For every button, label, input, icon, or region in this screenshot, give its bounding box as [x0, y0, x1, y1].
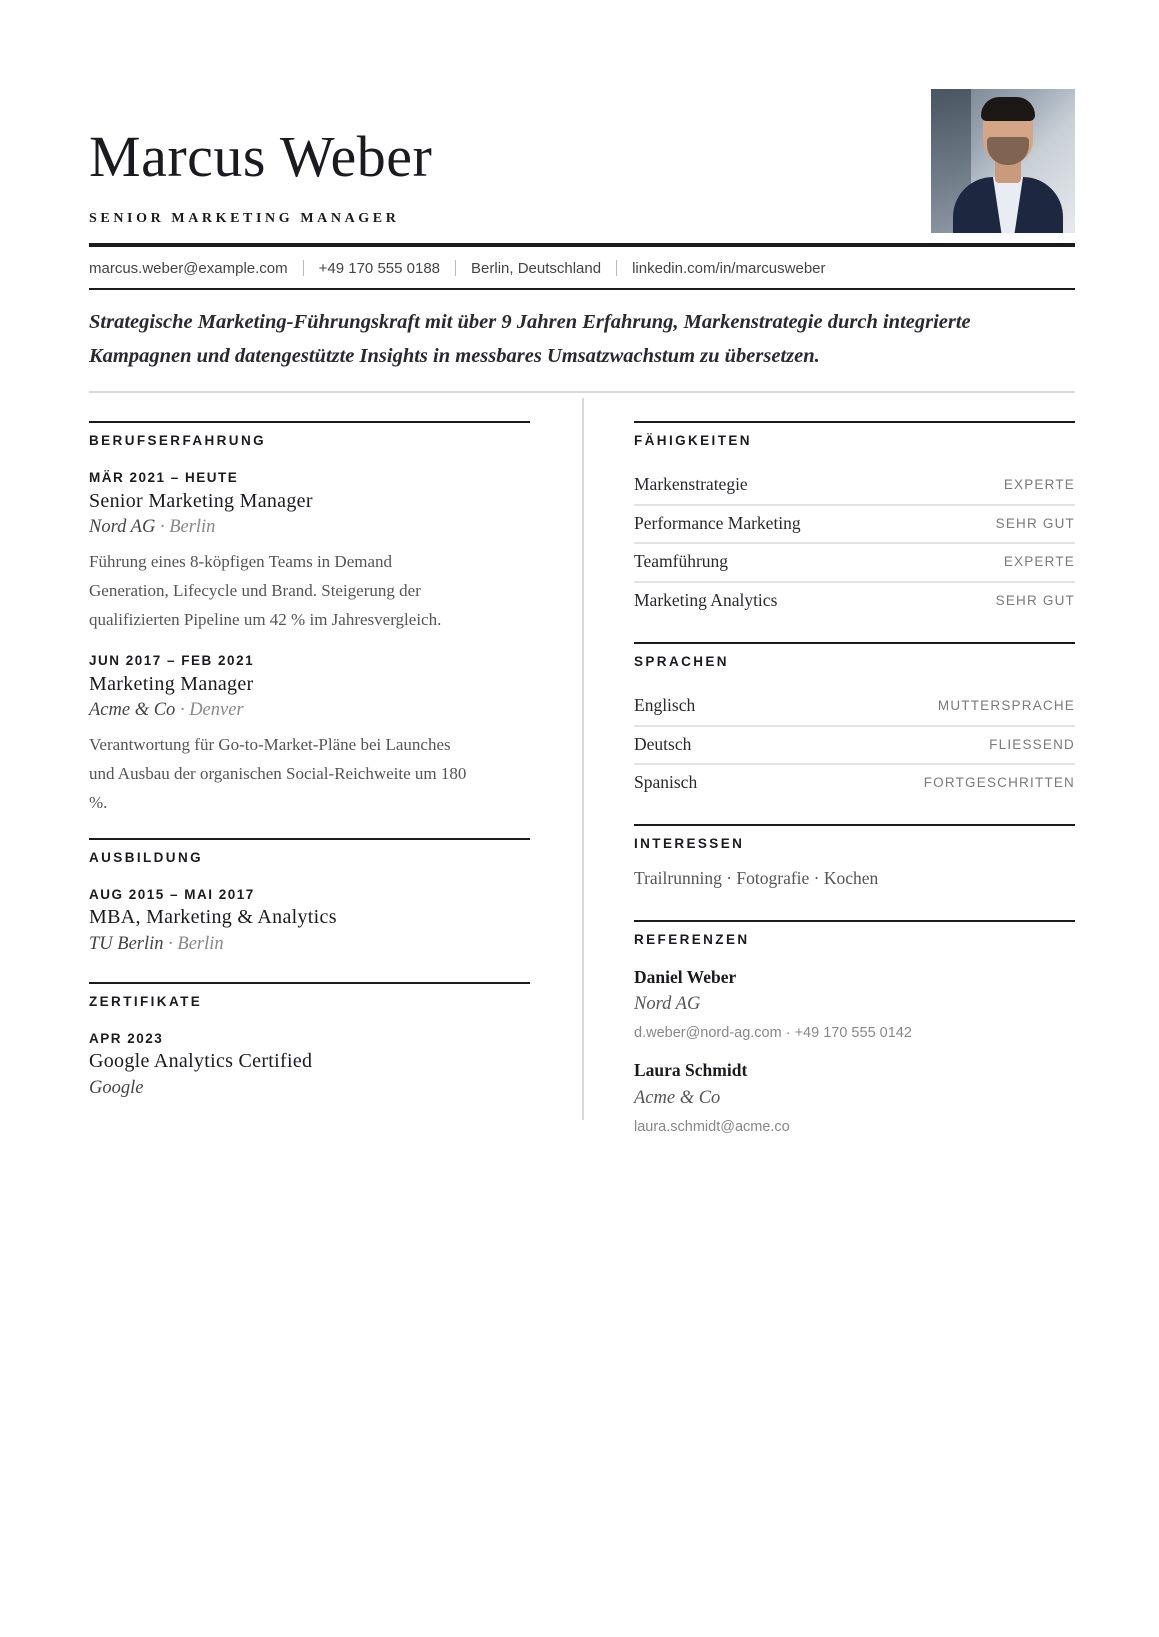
company-name: Acme & Co [89, 700, 176, 720]
reference-name: Daniel Weber [634, 967, 737, 987]
skill-label: Performance Marketing [634, 512, 801, 533]
language-label: Deutsch [634, 733, 692, 754]
education-degree: MBA, Marketing & Analytics [89, 906, 337, 928]
section-title-education: AUSBILDUNG [89, 850, 203, 865]
contact-separator [616, 260, 617, 276]
contact-separator [303, 260, 304, 276]
section-title-skills: FÄHIGKEITEN [634, 433, 752, 448]
language-row [634, 725, 1075, 763]
contact-divider [89, 288, 1075, 290]
contact-phone[interactable]: +49 170 555 0188 [318, 259, 441, 277]
section-title-references: REFERENZEN [634, 932, 750, 947]
contact-linkedin[interactable]: linkedin.com/in/marcusweber [632, 259, 826, 277]
job-description [89, 730, 530, 817]
section-title-interests: INTERESSEN [634, 836, 745, 851]
skill-label: Markenstrategie [634, 473, 748, 494]
contact-email[interactable]: marcus.weber@example.com [89, 259, 288, 277]
skill-level: EXPERTE [1003, 476, 1075, 492]
language-row [634, 686, 1075, 724]
language-level: FORTGESCHRITTEN [923, 774, 1075, 790]
profile-summary: Strategische Marketing-Führungskraft mit über 9 Jahren Erfahrung, Markenstrategie durch integrierte Kampagnen und datengestützte Insights in messbares Umsatzwachstum zu übersetzen. [89, 311, 971, 367]
education-date: AUG 2015 – MAI 2017 [89, 887, 255, 902]
description-line: qualifizierten Pipeline um 42 % im Jahresvergleich. [89, 610, 442, 629]
reference-company: Acme & Co [634, 1088, 721, 1108]
job-date: MÄR 2021 – HEUTE [89, 470, 239, 485]
profile-photo [931, 89, 1075, 233]
language-label: Spanisch [634, 771, 698, 792]
skill-row [634, 581, 1075, 619]
summary-divider [89, 391, 1075, 393]
section-rule [634, 920, 1075, 922]
section-rule [634, 642, 1075, 644]
description-line: Verantwortung für Go-to-Market-Pläne bei Launches [89, 735, 451, 754]
skill-row [634, 542, 1075, 580]
language-label: Englisch [634, 694, 696, 715]
skill-level: SEHR GUT [995, 515, 1075, 531]
skill-level: SEHR GUT [995, 592, 1075, 608]
certificate-name: Google Analytics Certified [89, 1050, 313, 1072]
language-level: FLIESSEND [989, 736, 1075, 752]
reference-contact[interactable]: laura.schmidt@acme.co [634, 1119, 790, 1135]
school-name: TU Berlin [89, 934, 164, 954]
column-divider [582, 398, 584, 1120]
language-row [634, 763, 1075, 801]
reference-name: Laura Schmidt [634, 1060, 748, 1080]
description-line: Führung eines 8-köpfigen Teams in Demand [89, 552, 393, 571]
contact-separator [455, 260, 456, 276]
skill-row [634, 465, 1075, 503]
section-title-experience: BERUFSERFAHRUNG [89, 433, 267, 448]
school-location: Berlin [177, 934, 224, 954]
description-line: und Ausbau der organischen Social-Reichweite um 180 [89, 764, 467, 783]
company-location: Denver [189, 700, 244, 720]
job-description [89, 547, 530, 634]
language-level: MUTTERSPRACHE [937, 697, 1075, 713]
certificate-issuer: Google [89, 1078, 144, 1098]
skill-level: EXPERTE [1003, 553, 1075, 569]
job-company: Acme & Co · Denver [89, 700, 244, 720]
skill-label: Teamführung [634, 550, 729, 571]
job-title: Marketing Manager [89, 673, 254, 695]
contact-location: Berlin, Deutschland [471, 259, 602, 277]
section-rule [89, 838, 530, 840]
section-rule [89, 982, 530, 984]
section-rule [634, 824, 1075, 826]
reference-contact[interactable]: d.weber@nord-ag.com · +49 170 555 0142 [634, 1025, 912, 1041]
candidate-name: Marcus Weber [89, 124, 433, 189]
company-location: Berlin [169, 517, 216, 537]
header-divider [89, 243, 1075, 247]
skill-label: Marketing Analytics [634, 589, 778, 610]
section-rule [89, 421, 530, 423]
section-title-certificates: ZERTIFIKATE [89, 994, 203, 1009]
candidate-role: SENIOR MARKETING MANAGER [89, 211, 400, 226]
skill-row [634, 504, 1075, 542]
job-company: Nord AG · Berlin [89, 517, 216, 537]
company-name: Nord AG [89, 517, 156, 537]
reference-company: Nord AG [634, 994, 701, 1014]
description-line: %. [89, 793, 108, 812]
section-rule [634, 421, 1075, 423]
interests-list: Trailrunning · Fotografie · Kochen [634, 868, 879, 888]
contact-bar [89, 258, 826, 278]
description-line: Generation, Lifecycle und Brand. Steigerung der [89, 581, 421, 600]
education-school: TU Berlin · Berlin [89, 934, 224, 954]
job-title: Senior Marketing Manager [89, 490, 313, 512]
section-title-languages: SPRACHEN [634, 654, 729, 669]
job-date: JUN 2017 – FEB 2021 [89, 653, 255, 668]
certificate-date: APR 2023 [89, 1031, 164, 1046]
